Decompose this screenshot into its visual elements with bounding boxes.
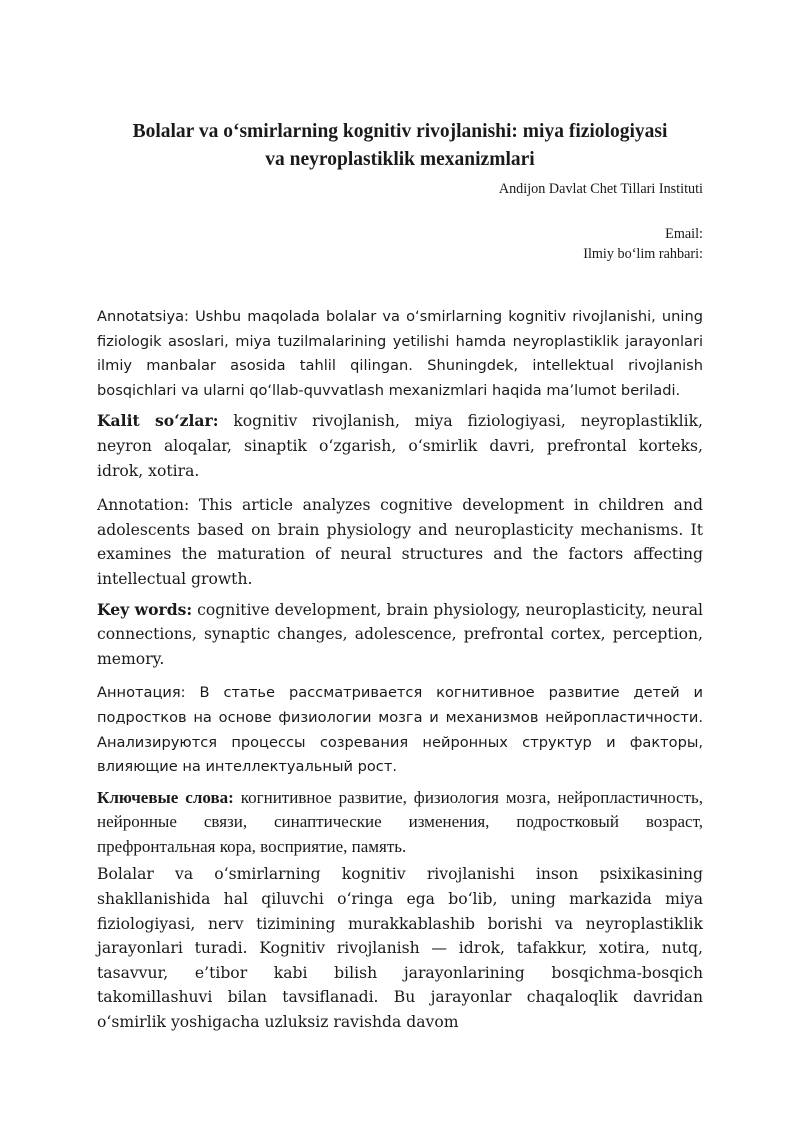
author-affiliation: Andijon Davlat Chet Tillari Instituti	[498, 181, 703, 197]
annotation-russian: Аннотация: В статье рассматривается когнитивное развитие детей и подростков на основе физиологии мозга и механизмов нейропластичности. Анализируются процессы созревания нейронных структур и факторы, влияющие на интеллектуальный рост.	[97, 684, 703, 776]
article-title	[97, 118, 703, 174]
keywords-uzbek-text: kognitiv rivojlanish, miya fiziologiyasi, neyroplastiklik, neyron aloqalar, sinaptik o‘zgarish, o‘smirlik davri, prefrontal korteks, idrok, xotira.	[97, 412, 703, 480]
article-page	[97, 118, 703, 1035]
title-line-2: va neyroplastiklik mexanizmlari	[265, 149, 535, 170]
keywords-english-text: cognitive development, brain physiology, neuroplasticity, neural connections, synaptic changes, adolescence, prefrontal cortex, perception, memory.	[97, 600, 703, 668]
title-line-1: Bolalar va o‘smirlarning kognitiv rivojlanishi: miya fiziologiyasi	[132, 121, 668, 142]
keywords-english	[97, 598, 703, 672]
email-label: Email:	[665, 226, 703, 242]
keywords-russian	[97, 786, 703, 860]
keywords-uzbek-label: Kalit so‘zlar:	[97, 411, 219, 431]
annotation-uzbek: Annotatsiya: Ushbu maqolada bolalar va o‘smirlarning kognitiv rivojlanishi, uning fiziologik asoslari, miya tuzilmalarining yetilishi hamda neyroplastiklik jarayonlari ilmiy manbalar asosida tahlil qilingan. Shuningdek, intellektual rivojlanish bosqichlari va ularni qo‘llab-quvvatlash mexanizmlari haqida ma’lumot beriladi.	[97, 308, 703, 399]
keywords-russian-text: когнитивное развитие, физиология мозга, нейропластичность, нейронные связи, синаптические изменения, подростковый возраст, префронтальная кора, восприятие, память.	[97, 787, 704, 856]
annotation-english: Annotation: This article analyzes cognitive development in children and adolescents based on brain physiology and neuroplasticity mechanisms. It examines the maturation of neural structures and the factors affecting intellectual growth.	[97, 496, 703, 588]
keywords-uzbek	[97, 409, 703, 483]
supervisor-label: Ilmiy bo‘lim rahbari:	[583, 246, 703, 262]
keywords-english-label: Key words:	[97, 599, 193, 619]
body-paragraph: Bolalar va o‘smirlarning kognitiv rivojlanishi inson psixikasining shakllanishida hal qiluvchi o‘ringa ega bo‘lib, uning markazida miya fiziologiyasi, nerv tizimining murakkablashib borishi va neyroplastiklik jarayonlari turadi. Kognitiv rivojlanish — idrok, tafakkur, xotira, nutq, tasavvur, e’tibor kabi bilish jarayonlarining bosqichma-bosqich takomillashuvi bilan tavsiflanadi. Bu jarayonlar chaqaloqlik davridan o‘smirlik yoshigacha uzluksiz ravishda davom	[97, 865, 703, 1032]
keywords-russian-label: Ключевые слова:	[97, 787, 234, 807]
